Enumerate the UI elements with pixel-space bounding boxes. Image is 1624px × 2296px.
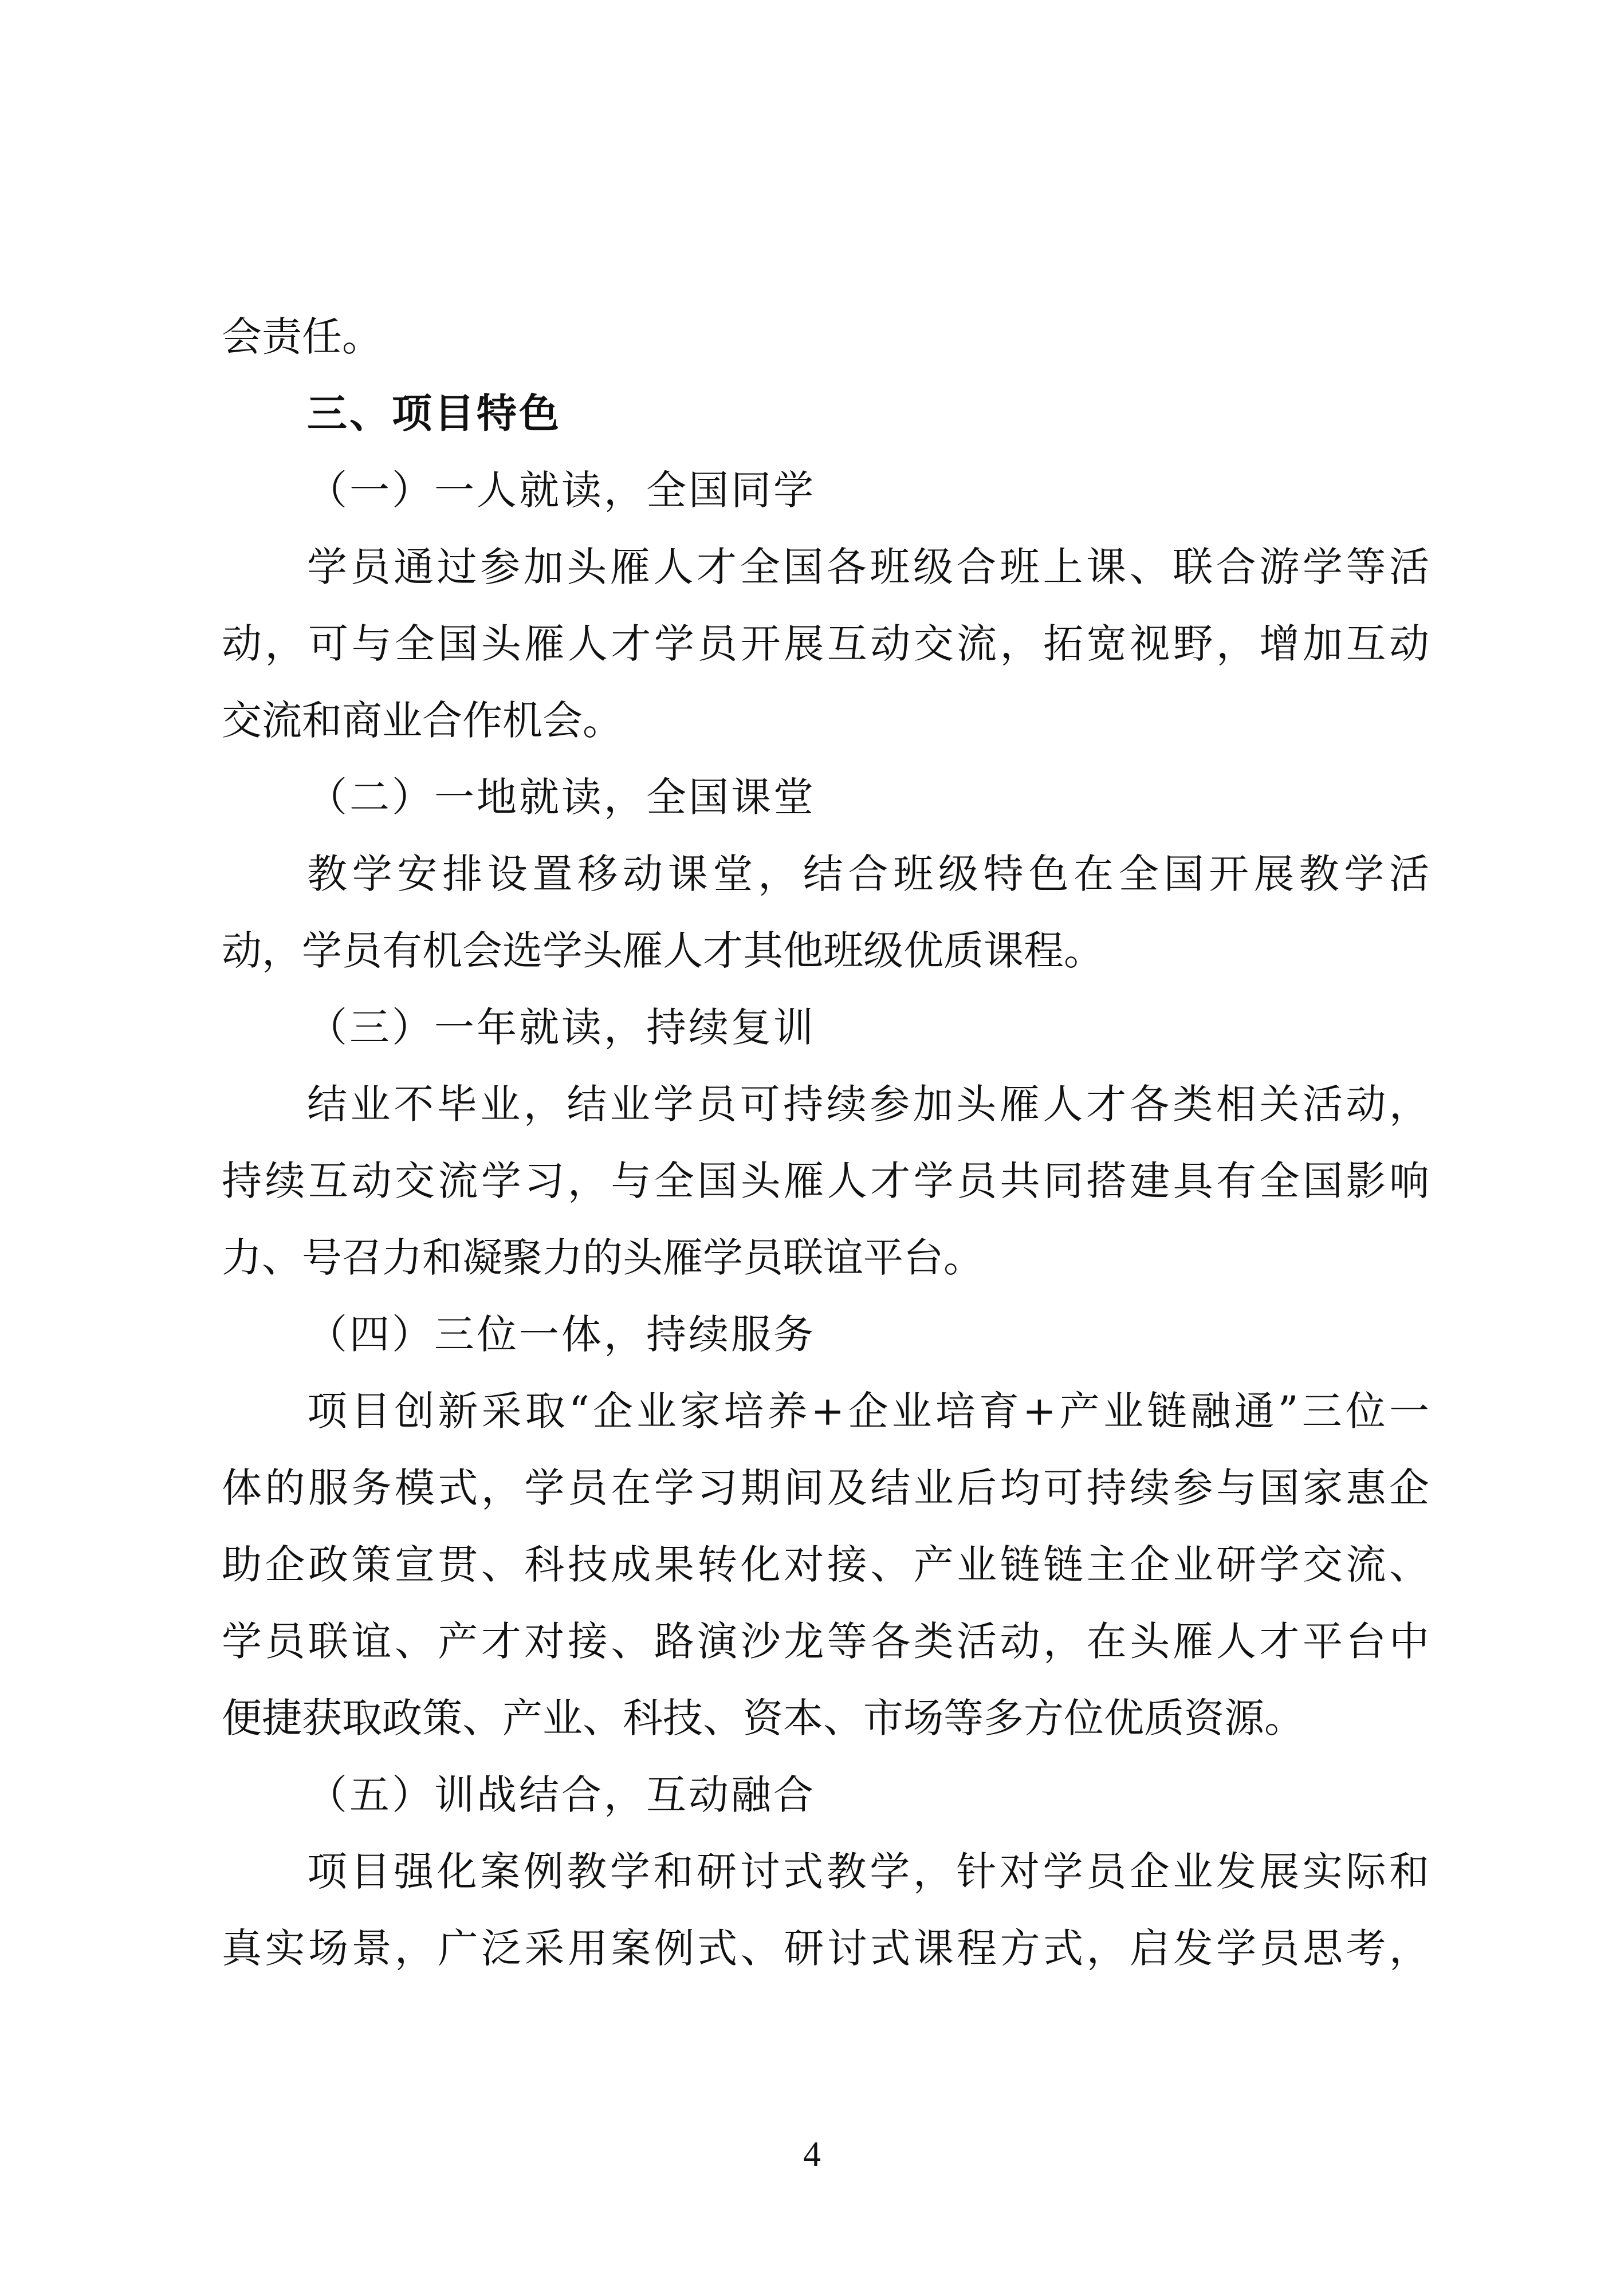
body-line: 教学安排设置移动课堂，结合班级特色在全国开展教学活 bbox=[307, 850, 1429, 897]
subsection-5 bbox=[222, 1757, 1429, 1987]
subsection-heading: （二）一地就读，全国课堂 bbox=[307, 774, 816, 821]
subsection-heading: （一）一人就读，全国同学 bbox=[307, 467, 816, 514]
subsection-heading: （五）训战结合，互动融合 bbox=[307, 1771, 816, 1818]
body-line: 动，可与全国头雁人才学员开展互动交流，拓宽视野，增加互动 bbox=[222, 620, 1429, 667]
subsection-heading: （三）一年就读，持续复训 bbox=[307, 1004, 816, 1051]
body-line: 项目强化案例教学和研讨式教学，针对学员企业发展实际和 bbox=[307, 1848, 1429, 1895]
body-line: 真实场景，广泛采用案例式、研讨式课程方式，启发学员思考， bbox=[222, 1925, 1429, 1972]
subsection-2 bbox=[222, 759, 1429, 989]
body-line: 力、号召力和凝聚力的头雁学员联谊平台。 bbox=[222, 1234, 984, 1281]
section-heading: 三、项目特色 bbox=[307, 389, 561, 437]
body-line: 学员联谊、产才对接、路演沙龙等各类活动，在头雁人才平台中 bbox=[222, 1618, 1429, 1665]
body-line: 助企政策宣贯、科技成果转化对接、产业链链主企业研学交流、 bbox=[222, 1541, 1429, 1588]
body-line: 体的服务模式，学员在学习期间及结业后均可持续参与国家惠企 bbox=[222, 1464, 1429, 1511]
subsection-heading: （四）三位一体，持续服务 bbox=[307, 1311, 816, 1358]
subsection-3 bbox=[222, 989, 1429, 1296]
page-number: 4 bbox=[803, 2135, 821, 2174]
body-line: 动，学员有机会选学头雁人才其他班级优质课程。 bbox=[222, 927, 1104, 974]
body-line: 学员通过参加头雁人才全国各班级合班上课、联合游学等活 bbox=[307, 544, 1429, 590]
body-line: 项目创新采取“企业家培养+企业培育+产业链融通”三位一 bbox=[307, 1388, 1429, 1435]
body-line: 持续互动交流学习，与全国头雁人才学员共同搭建具有全国影响 bbox=[222, 1157, 1429, 1204]
page-body bbox=[222, 298, 1429, 1987]
body-line: 结业不毕业，结业学员可持续参加头雁人才各类相关活动， bbox=[307, 1081, 1429, 1128]
body-line: 交流和商业合作机会。 bbox=[222, 697, 623, 744]
continuation-line: 会责任。 bbox=[222, 313, 382, 360]
subsection-4 bbox=[222, 1296, 1429, 1757]
subsection-1 bbox=[222, 452, 1429, 759]
body-line: 便捷获取政策、产业、科技、资本、市场等多方位优质资源。 bbox=[222, 1695, 1304, 1742]
